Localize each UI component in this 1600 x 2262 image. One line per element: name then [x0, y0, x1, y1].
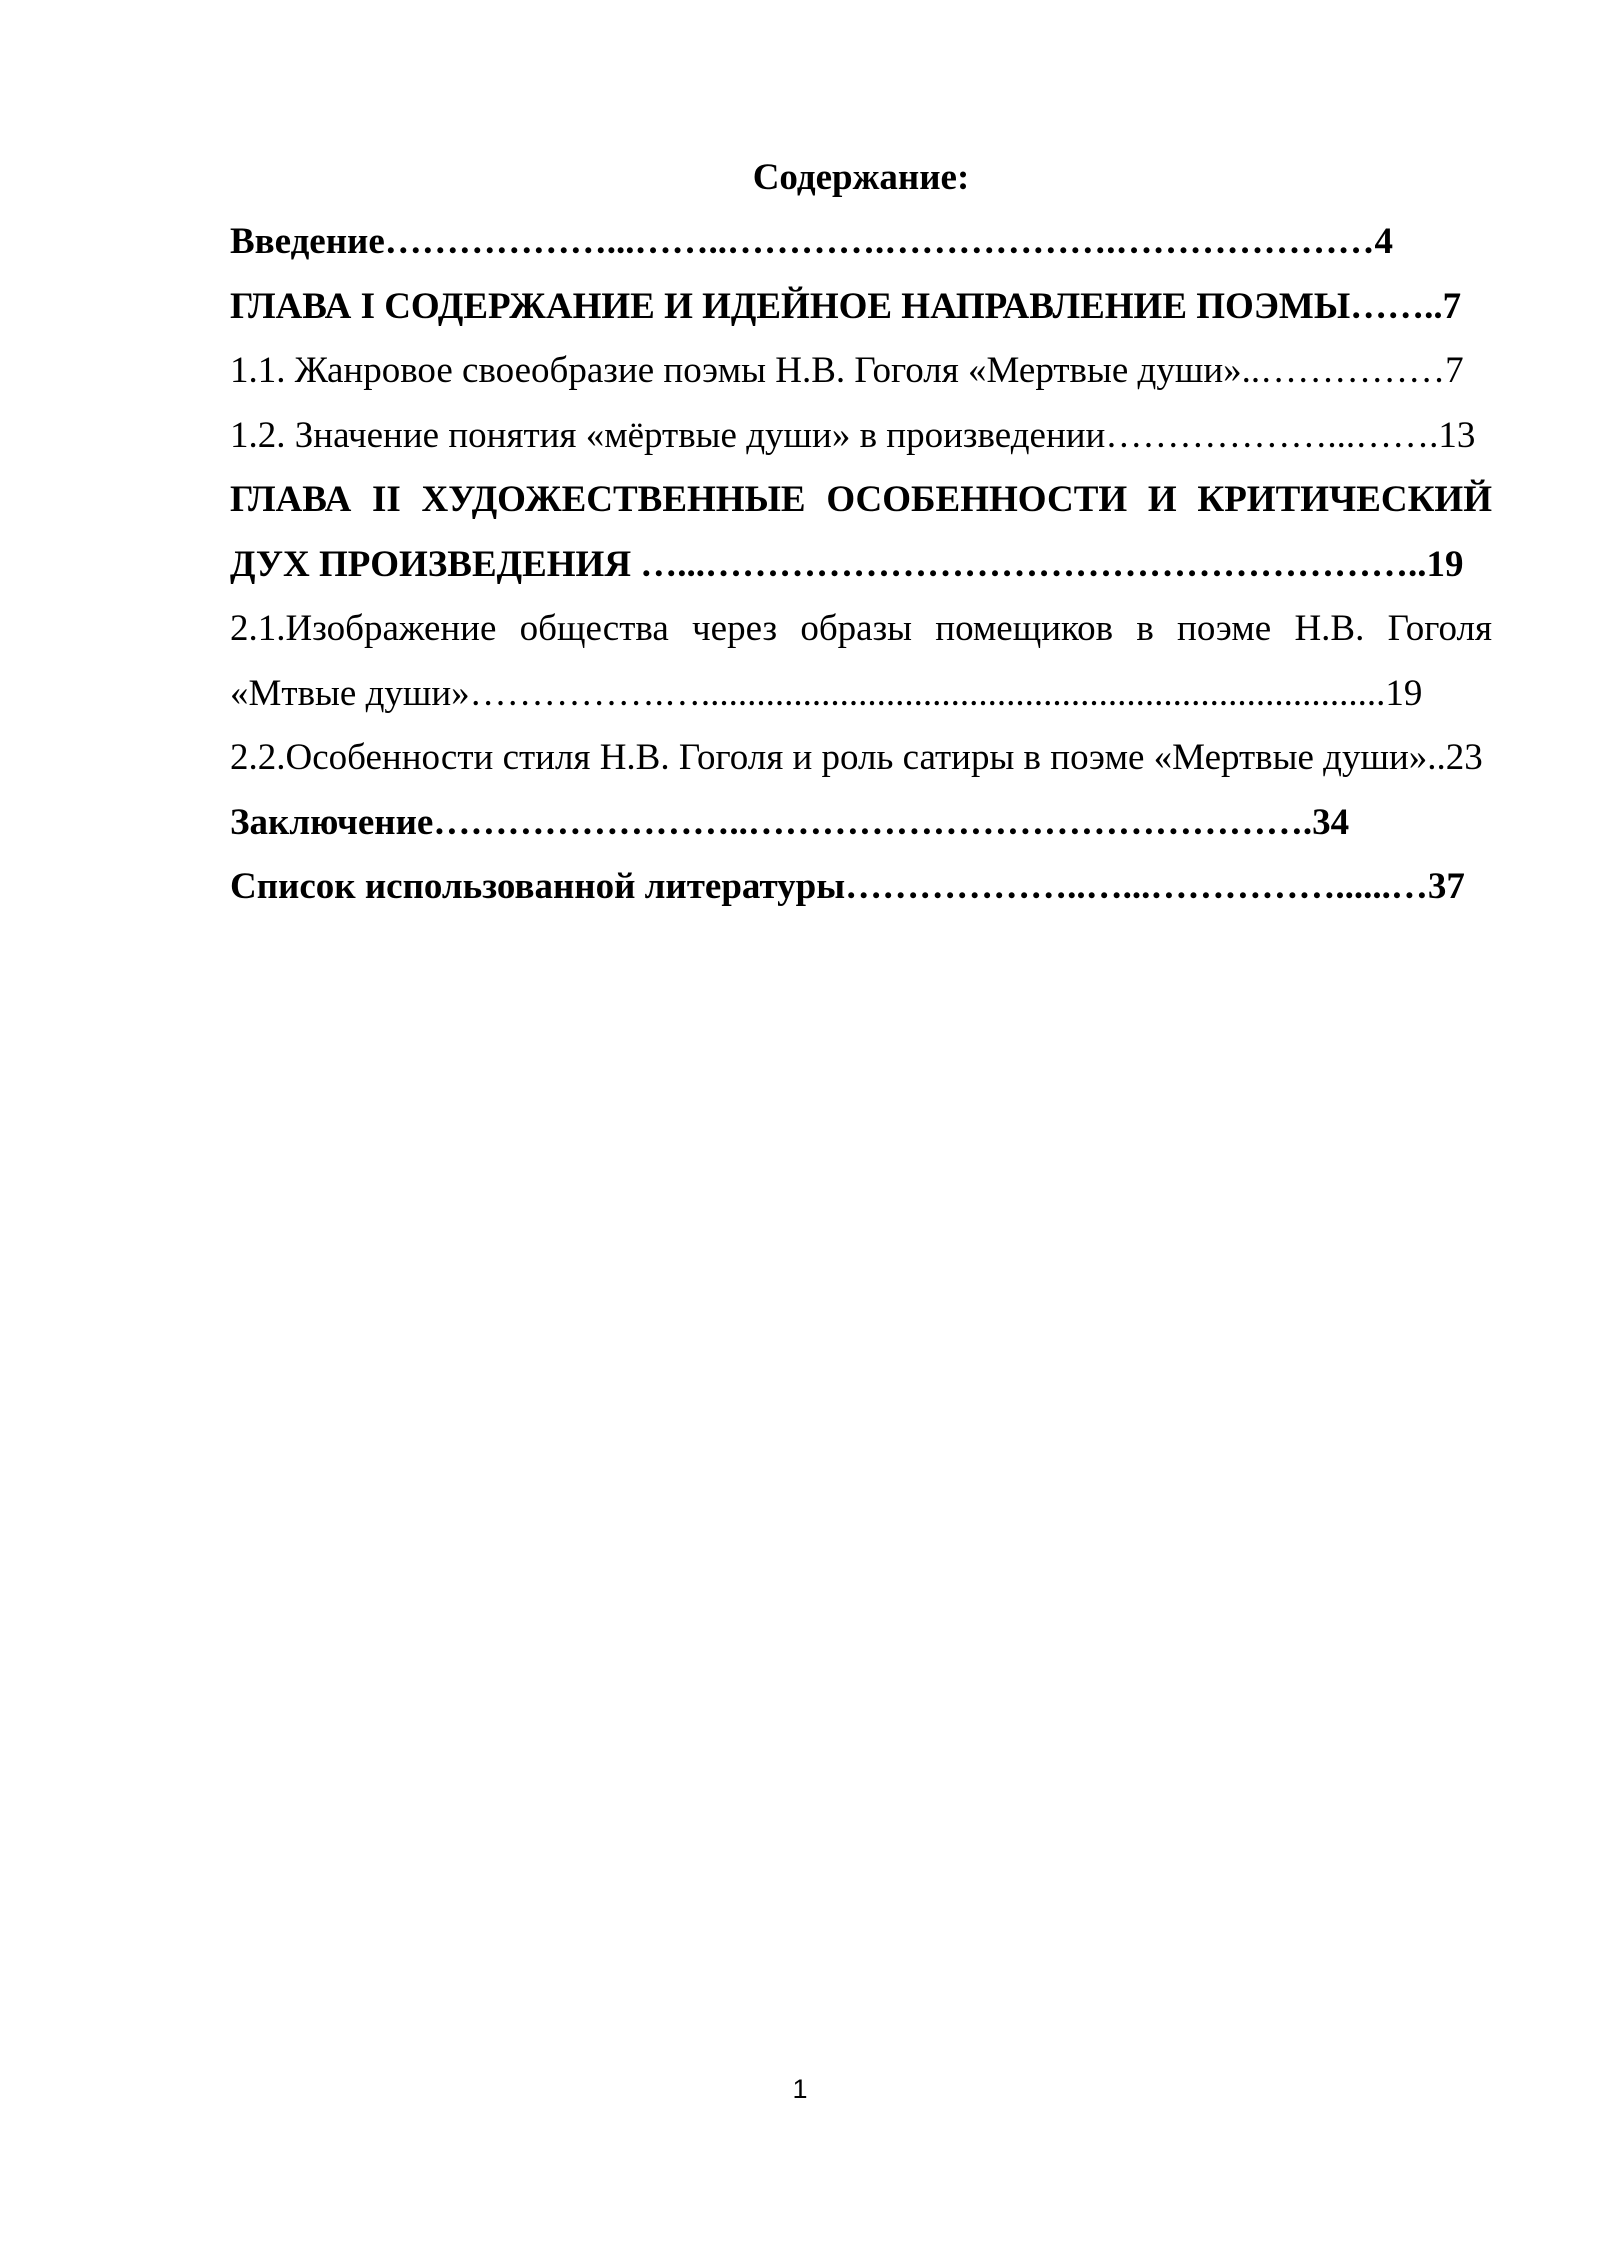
toc-entry-chapter-2-line-1: ГЛАВА II ХУДОЖЕСТВЕННЫЕ ОСОБЕННОСТИ И КРИТИЧЕСКИЙ: [230, 479, 1492, 520]
toc-entry-introduction: Введение………………...……..………….……………….…………………4: [230, 221, 1394, 262]
toc-entry-bibliography: Список использованной литературы………………..…...……………......…37: [230, 866, 1465, 907]
toc-entry-conclusion: Заключение……………………..……………………………………….34: [230, 801, 1350, 843]
toc-entry-section-1-2: 1.2. Значение понятия «мёртвые души» в произведении………………...…….13: [230, 414, 1476, 456]
table-of-contents: [230, 146, 1492, 920]
page-number: 1: [792, 2074, 808, 2104]
toc-entry-chapter-2-line-2: ДУХ ПРОИЗВЕДЕНИЯ …...…………………………………………………..19: [230, 543, 1464, 585]
toc-entry-section-2-1-line-2: «Мтвые души»…………….…..........................................................................19: [230, 672, 1423, 714]
toc-entry-chapter-1: ГЛАВА I СОДЕРЖАНИЕ И ИДЕЙНОЕ НАПРАВЛЕНИЕ ПОЭМЫ……..7: [230, 285, 1462, 327]
toc-entry-section-1-1: 1.1. Жанровое своеобразие поэмы Н.В. Гоголя «Мертвые души»..……………7: [230, 350, 1464, 391]
toc-title: Содержание:: [752, 157, 970, 198]
toc-entry-section-2-2: 2.2.Особенности стиля Н.В. Гоголя и роль сатиры в поэме «Мертвые души»..23: [230, 737, 1483, 778]
toc-entry-section-2-1-line-1: 2.1.Изображение общества через образы помещиков в поэме Н.В. Гоголя: [230, 608, 1492, 649]
